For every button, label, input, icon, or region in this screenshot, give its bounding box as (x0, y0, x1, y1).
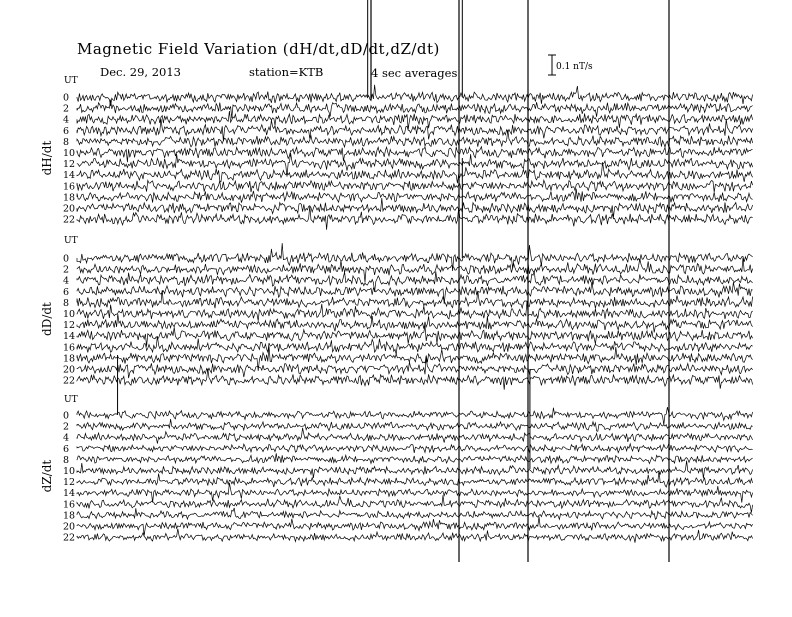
panel-dD-dt (40, 158, 753, 469)
row-label: 10 (63, 148, 76, 159)
row-label: 0 (63, 92, 70, 104)
trace-row-10 (77, 461, 753, 479)
row-label: 4 (63, 275, 70, 287)
row-label: 10 (63, 309, 76, 320)
row-label: 4 (63, 432, 70, 444)
trace-row-6 (77, 444, 753, 453)
trace-row-12 (77, 470, 753, 487)
row-label: 4 (63, 114, 70, 126)
row-label: 20 (63, 521, 76, 533)
row-label: 0 (63, 253, 70, 265)
ut-label: UT (64, 76, 78, 86)
row-label: 10 (63, 466, 76, 477)
trace-row-18 (77, 189, 753, 203)
trace-row-14 (77, 162, 753, 183)
row-label: 22 (63, 532, 76, 544)
date-label: Dec. 29, 2013 (100, 65, 181, 79)
trace-row-14 (77, 483, 753, 503)
row-label: 2 (63, 264, 70, 276)
ut-label: UT (64, 395, 78, 405)
panel-ylabel: dH/dt (40, 140, 54, 176)
panel-dH-dt (40, 0, 753, 230)
row-label: 8 (63, 454, 70, 466)
trace-row-20 (77, 198, 753, 218)
station-label: station=KTB (249, 65, 324, 79)
row-label: 16 (63, 181, 76, 193)
trace-row-6 (77, 282, 753, 304)
scale-bar (548, 55, 593, 75)
trace-row-0 (77, 85, 753, 106)
row-label: 18 (63, 353, 76, 365)
row-label: 22 (63, 214, 76, 226)
trace-row-8 (77, 290, 753, 308)
chart-title: Magnetic Field Variation (dH/dt,dD/dt,dZ/dt) (77, 40, 440, 58)
trace-row-4 (77, 111, 753, 129)
trace-row-16 (77, 180, 753, 192)
panels-group (40, 0, 753, 562)
row-label: 20 (63, 203, 76, 215)
trace-row-2 (77, 419, 753, 431)
row-label: 20 (63, 364, 76, 376)
ut-label: UT (64, 236, 78, 246)
row-label: 14 (63, 331, 76, 343)
row-label: 12 (63, 477, 76, 489)
row-label: 16 (63, 342, 76, 354)
row-label: 8 (63, 136, 70, 148)
row-label: 6 (63, 443, 70, 455)
trace-row-12 (77, 314, 753, 333)
row-label: 12 (63, 159, 76, 171)
trace-row-18 (77, 508, 753, 519)
trace-row-8 (77, 453, 753, 463)
trace-row-10 (77, 147, 753, 162)
panel-ylabel: dZ/dt (40, 459, 54, 493)
row-label: 2 (63, 103, 70, 115)
row-label: 14 (63, 170, 76, 182)
row-label: 16 (63, 499, 76, 511)
row-label: 0 (63, 410, 70, 422)
trace-row-4 (77, 271, 753, 292)
row-label: 6 (63, 286, 70, 298)
trace-row-4 (77, 428, 753, 444)
averaging-label: 4 sec averages (371, 66, 458, 80)
row-label: 2 (63, 421, 70, 433)
row-label: 18 (63, 192, 76, 204)
trace-row-18 (77, 346, 753, 371)
row-label: 6 (63, 125, 70, 137)
row-label: 22 (63, 375, 76, 387)
row-label: 18 (63, 510, 76, 522)
scale-bar-label: 0.1 nT/s (556, 62, 593, 72)
row-label: 12 (63, 320, 76, 332)
trace-row-16 (77, 495, 753, 512)
row-label: 8 (63, 297, 70, 309)
panel-ylabel: dD/dt (40, 302, 54, 336)
trace-row-22 (77, 529, 753, 543)
trace-row-14 (77, 326, 753, 347)
trace-row-0 (77, 407, 753, 425)
row-label: 14 (63, 488, 76, 500)
